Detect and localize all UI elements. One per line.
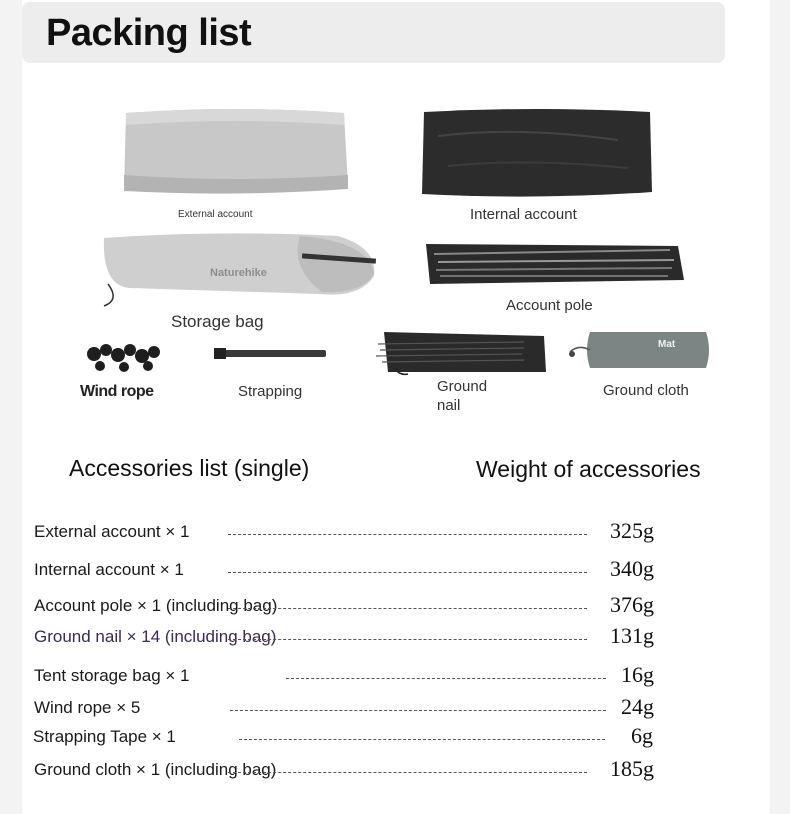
accessory-weight: 376g bbox=[610, 592, 654, 617]
wind-rope-caption: Wind rope bbox=[80, 383, 154, 400]
ground-cloth-caption: Ground cloth bbox=[603, 382, 689, 399]
accessory-label: Ground nail × 14 (including bag) bbox=[34, 627, 277, 646]
accessory-row bbox=[34, 623, 654, 651]
accessory-weight: 340g bbox=[610, 556, 654, 581]
wind-rope-image bbox=[84, 340, 164, 376]
accessory-label: Strapping Tape × 1 bbox=[33, 727, 176, 746]
accessory-weight: 16g bbox=[621, 662, 654, 687]
naturehike-logo: Naturehike bbox=[210, 267, 267, 279]
internal-account-image bbox=[418, 106, 656, 201]
accessory-row bbox=[33, 723, 653, 751]
accessory-row bbox=[34, 518, 654, 546]
ground-nail-image bbox=[374, 328, 550, 378]
ground-nail-caption-line2: nail bbox=[437, 397, 461, 414]
accessory-row bbox=[34, 662, 654, 690]
accessory-label: Internal account × 1 bbox=[34, 560, 184, 579]
accessory-row bbox=[34, 592, 654, 620]
strapping-caption: Strapping bbox=[238, 383, 303, 400]
leader-line bbox=[230, 710, 606, 711]
leader-line bbox=[286, 678, 606, 679]
accessory-row bbox=[34, 694, 654, 722]
accessory-label: Ground cloth × 1 (including bag) bbox=[34, 760, 277, 779]
weight-title: Weight of accessories bbox=[476, 456, 701, 482]
internal-account-caption: Internal account bbox=[470, 206, 577, 223]
page-header bbox=[22, 2, 725, 63]
page-title: Packing list bbox=[46, 12, 252, 54]
leader-line bbox=[228, 639, 587, 640]
accessory-label: Wind rope × 5 bbox=[34, 698, 141, 717]
accessory-weight: 6g bbox=[631, 723, 653, 748]
leader-line bbox=[228, 572, 587, 573]
external-account-caption: External account bbox=[178, 209, 253, 220]
accessory-label: Account pole × 1 (including bag) bbox=[34, 596, 278, 615]
accessory-weight: 131g bbox=[610, 623, 654, 648]
accessory-weight: 185g bbox=[610, 756, 654, 781]
accessories-list-title: Accessories list (single) bbox=[69, 455, 310, 481]
accessory-label: External account × 1 bbox=[34, 522, 190, 541]
strapping-image bbox=[212, 345, 330, 363]
accessory-weight: 24g bbox=[621, 694, 654, 719]
leader-line bbox=[239, 739, 605, 740]
accessory-row bbox=[34, 756, 654, 784]
ground-cloth-image bbox=[566, 330, 712, 372]
account-pole-image bbox=[420, 240, 688, 288]
storage-bag-image bbox=[100, 228, 380, 308]
ground-nail-caption-line1: Ground bbox=[437, 378, 488, 395]
leader-line bbox=[228, 608, 587, 609]
external-account-image bbox=[118, 105, 350, 200]
accessory-label: Tent storage bag × 1 bbox=[34, 666, 190, 685]
leader-line bbox=[228, 772, 587, 773]
leader-line bbox=[228, 534, 587, 535]
mat-logo: Mat bbox=[658, 339, 676, 350]
accessory-weight: 325g bbox=[610, 518, 654, 543]
account-pole-caption: Account pole bbox=[506, 297, 593, 314]
accessory-row bbox=[34, 556, 654, 584]
storage-bag-caption: Storage bag bbox=[171, 312, 264, 331]
